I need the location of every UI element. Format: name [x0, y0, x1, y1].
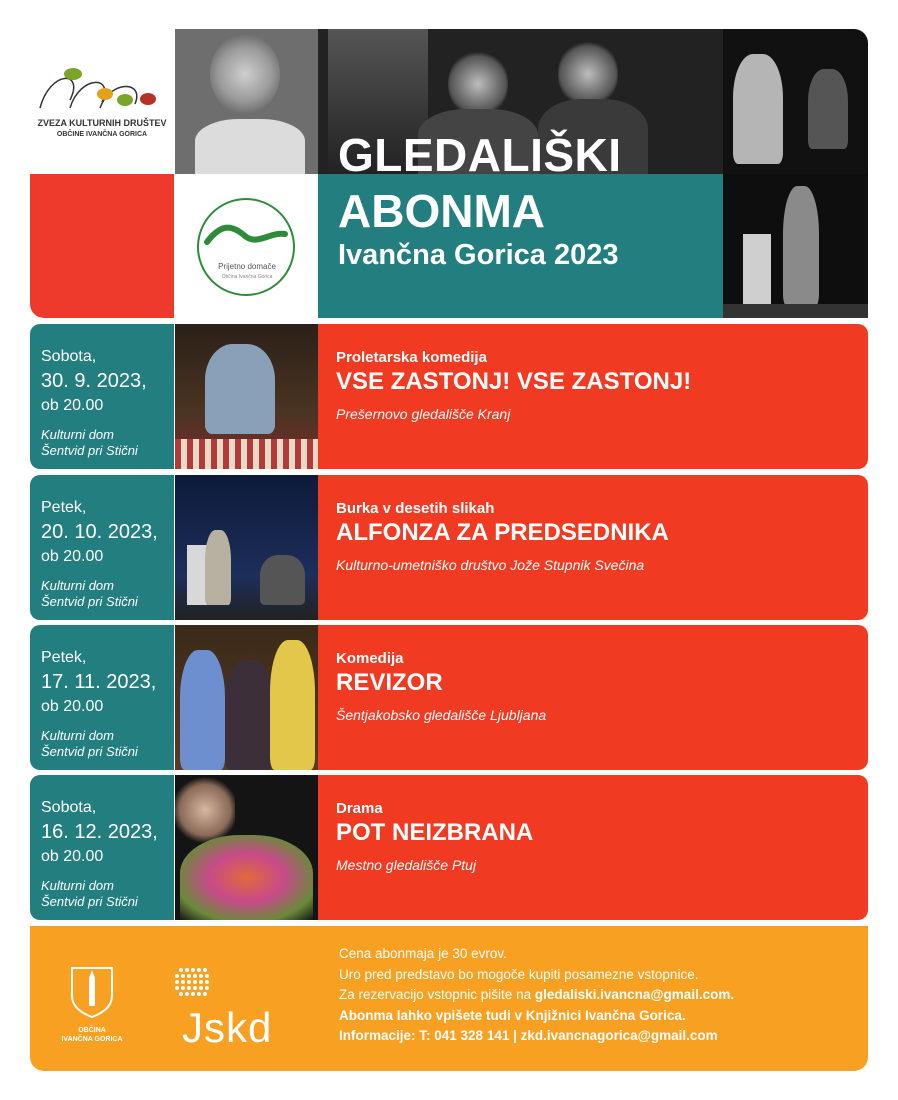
footer-info — [339, 944, 734, 1047]
event-venue — [41, 427, 138, 459]
event-genre: Komedija — [336, 650, 404, 667]
venue-line2: Šentvid pri Stični — [41, 443, 138, 458]
crest-icon — [70, 966, 114, 1018]
header-photo-stage1 — [723, 29, 868, 174]
event-day: Petek, — [41, 649, 87, 666]
reservation-email-link[interactable]: gledaliski.ivancna@gmail.com. — [534, 987, 735, 1002]
title-line3: Ivančna Gorica 2023 — [338, 239, 619, 271]
jskd-dots-icon — [173, 966, 213, 1006]
title-line1: GLEDALIŠKI — [338, 129, 622, 181]
crest-label — [52, 1026, 132, 1044]
event-venue — [41, 878, 138, 910]
event-genre: Drama — [336, 800, 383, 817]
event-row — [30, 775, 868, 920]
crest-line1: OBČINA — [78, 1027, 106, 1034]
footer-reservation — [339, 985, 734, 1006]
event-venue — [41, 728, 138, 760]
wave-icon — [199, 202, 293, 262]
prijetno-domace-logo — [175, 174, 318, 318]
event-time: ob 20.00 — [41, 848, 104, 865]
footer-contact: Informacije: T: 041 328 141 | zkd.ivancnagorica@gmail.com — [339, 1028, 718, 1043]
event-day: Sobota, — [41, 799, 97, 816]
event-info-panel — [318, 775, 868, 920]
zkd-line1: ZVEZA KULTURNIH DRUŠTEV — [37, 118, 167, 128]
event-date: 17. 11. 2023, — [41, 671, 157, 693]
header-photo-actress — [175, 29, 318, 174]
venue-line1: Kulturni dom — [41, 427, 114, 442]
event-info-panel — [318, 475, 868, 620]
zkd-line2: OBČINE IVANČNA GORICA — [56, 131, 148, 138]
footer-tickets: Uro pred predstavo bo mogoče kupiti posamezne vstopnice. — [339, 966, 699, 982]
jskd-logo-text: Jskd — [182, 1004, 273, 1051]
prijetno-domace-label: Prijetno domače — [218, 262, 276, 271]
footer-library: Abonma lahko vpišete tudi v Knjižnici Ivančna Gorica. — [339, 1007, 686, 1023]
event-date-panel — [30, 324, 174, 469]
event-title: REVIZOR — [336, 669, 443, 696]
event-date: 30. 9. 2023, — [41, 370, 147, 392]
crest-line2: IVANČNA GORICA — [61, 1036, 123, 1043]
venue-line2: Šentvid pri Stični — [41, 894, 138, 909]
footer-panel — [30, 926, 868, 1071]
event-date: 20. 10. 2023, — [41, 521, 158, 543]
event-title: VSE ZASTONJ! VSE ZASTONJ! — [336, 368, 692, 395]
title-line2: ABONMA — [338, 185, 545, 237]
event-genre: Proletarska komedija — [336, 349, 487, 366]
event-row — [30, 475, 868, 620]
decor-red-block — [30, 174, 174, 318]
event-company: Šentjakobsko gledališče Ljubljana — [336, 707, 547, 723]
venue-line1: Kulturni dom — [41, 878, 114, 893]
event-title: POT NEIZBRANA — [336, 819, 534, 846]
event-info-panel — [318, 324, 868, 469]
zkd-logo-icon — [30, 60, 170, 118]
event-row — [30, 625, 868, 770]
event-venue — [41, 578, 138, 610]
venue-line2: Šentvid pri Stični — [41, 744, 138, 759]
zkd-logo — [30, 60, 170, 150]
event-day: Sobota, — [41, 348, 97, 365]
venue-line1: Kulturni dom — [41, 578, 114, 593]
event-date-panel — [30, 775, 174, 920]
event-time: ob 20.00 — [41, 698, 104, 715]
event-company: Prešernovo gledališče Kranj — [336, 406, 511, 422]
event-title: ALFONZA ZA PREDSEDNIKA — [336, 519, 669, 546]
prijetno-domace-circle — [197, 198, 295, 296]
event-photo — [175, 625, 318, 770]
reservation-text: Za rezervacijo vstopnic pišite na — [339, 987, 535, 1002]
prijetno-domace-sub: Občina Ivančna Gorica — [221, 274, 273, 280]
event-info-panel — [318, 625, 868, 770]
event-photo — [175, 475, 318, 620]
event-row — [30, 324, 868, 469]
event-date-panel — [30, 625, 174, 770]
venue-line2: Šentvid pri Stični — [41, 594, 138, 609]
event-date-panel — [30, 475, 174, 620]
event-time: ob 20.00 — [41, 548, 104, 565]
event-photo — [175, 775, 318, 920]
event-time: ob 20.00 — [41, 397, 104, 414]
event-genre: Burka v desetih slikah — [336, 500, 495, 517]
header-photo-stage2 — [723, 174, 868, 318]
event-photo — [175, 324, 318, 469]
event-date: 16. 12. 2023, — [41, 821, 158, 843]
venue-line1: Kulturni dom — [41, 728, 114, 743]
event-company: Mestno gledališče Ptuj — [336, 857, 477, 873]
footer-price: Cena abonmaja je 30 evrov. — [339, 946, 507, 961]
event-day: Petek, — [41, 499, 87, 516]
zkd-logo-text — [32, 118, 172, 140]
event-company: Kulturno-umetniško društvo Jože Stupnik Svečina — [336, 557, 645, 573]
